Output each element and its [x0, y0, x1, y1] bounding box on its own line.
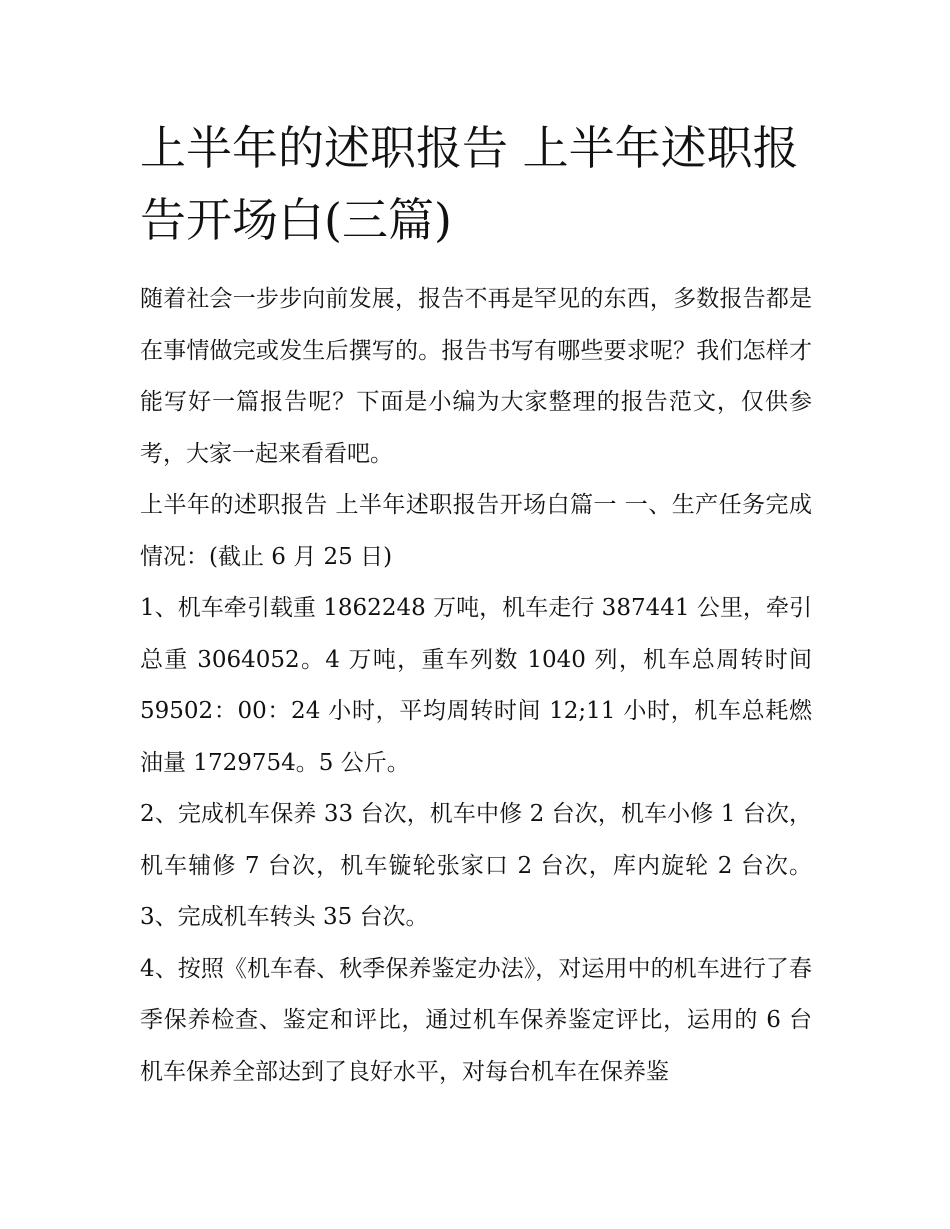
item-4-paragraph: 4、按照《机车春、秋季保养鉴定办法》，对运用中的机车进行了春季保养检查、鉴定和评比，通过机车保养鉴定评比，运用的 6 台机车保养全部达到了良好水平，对每台机车在保养鉴	[140, 955, 812, 1085]
document-title: 上半年的述职报告 上半年述职报告开场白(三篇)	[140, 121, 799, 247]
intro-paragraph: 随着社会一步步向前发展，报告不再是罕见的东西，多数报告都是在事情做完或发生后撰写的。报告书写有哪些要求呢？我们怎样才能写好一篇报告呢？下面是小编为大家整理的报告范文，仅供参考，大家一起来看看吧。	[140, 286, 812, 467]
item-2-3-paragraph: 2、完成机车保养 33 台次，机车中修 2 台次，机车小修 1 台次，机车辅修 7 台次，机车镟轮张家口 2 台次，库内旋轮 2 台次。 3、完成机车转头 35 台次。	[140, 801, 812, 930]
section-heading-paragraph: 上半年的述职报告 上半年述职报告开场白篇一 一、生产任务完成情况：(截止 6 月 25 日)	[140, 492, 812, 570]
item-1-paragraph: 1、机车牵引载重 1862248 万吨，机车走行 387441 公里，牵引总重 3064052。4 万吨，重车列数 1040 列，机车总周转时间59502：00：24 小时，平均周转时间 12;11 小时，机车总耗燃油量 1729754。5 公斤。	[140, 595, 812, 776]
document-page	[140, 112, 812, 1098]
